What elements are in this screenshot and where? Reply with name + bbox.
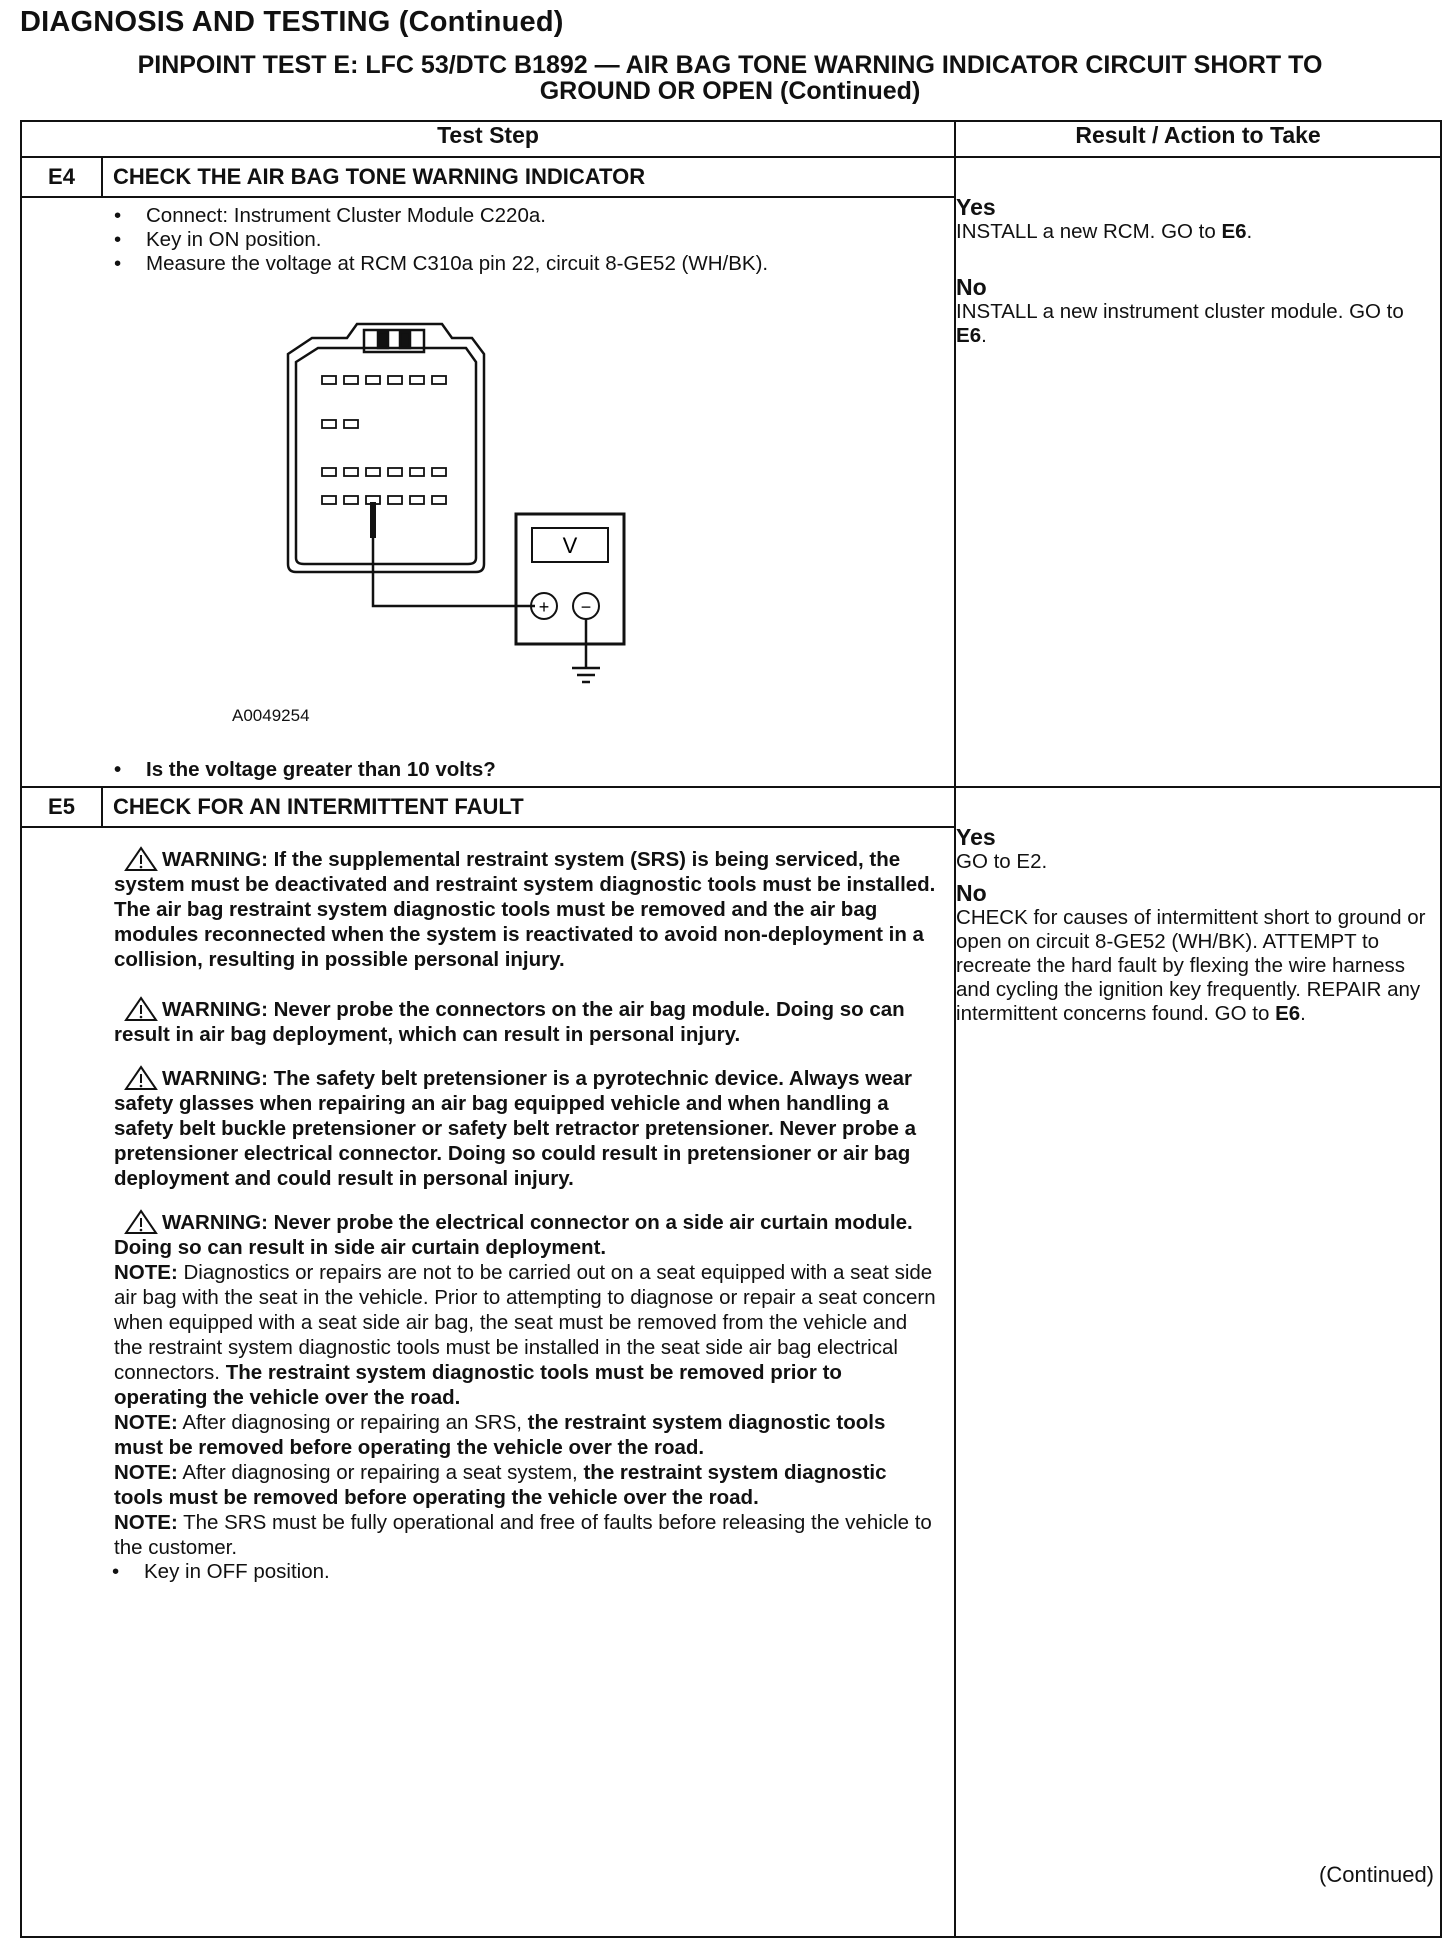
col-header-result: Result / Action to Take: [955, 121, 1441, 157]
diagram-svg: [202, 276, 802, 696]
continued-label: (Continued): [1319, 1862, 1434, 1887]
connector-pins: [322, 376, 446, 504]
note-srs-operational: NOTE: The SRS must be fully operational and free of faults before releasing the vehicle to the customer.: [114, 1511, 932, 1559]
pinpoint-test-title: [20, 52, 1440, 104]
e4-bullet-list: [102, 204, 946, 276]
note-after-seat-repair: NOTE: After diagnosing or repairing a seat system, the restraint system diagnostic tools must be removed before operating the vehicle over the road.: [114, 1461, 887, 1509]
test-step-table: [20, 120, 1442, 1938]
result-cell-e4: [955, 157, 1441, 787]
e4-bullet-2: • Key in ON position.: [132, 228, 946, 252]
subtitle-line-2: GROUND OR OPEN (Continued): [539, 77, 921, 105]
warning-pretensioner: WARNING: The safety belt pretensioner is a pyrotechnic device. Always wear safety glasses when repairing an air bag equipped vehicle and when handling a safety belt buckle pretensioner or safety belt retractor pretensioner. Never probe a pretensioner electrical connector. Doing so could result in pretensioner or air bag deployment and could result in personal injury.: [114, 1067, 917, 1190]
e4-question-list: [102, 758, 946, 782]
connector-c310a: [288, 324, 484, 572]
voltmeter: [516, 514, 624, 644]
e4-question: • Is the voltage greater than 10 volts?: [132, 758, 946, 782]
voltmeter-plus-terminal: +: [538, 597, 550, 617]
warning-probe-airbag-connector: WARNING: Never probe the connectors on the air bag module. Doing so can result in air bag deployment, which can result in personal injury.: [114, 998, 905, 1046]
warning-triangle-icon: [124, 1209, 158, 1235]
note-seat-side-air-bag: NOTE: Diagnostics or repairs are not to be carried out on a seat equipped with a seat side air bag with the seat in the vehicle. Prior to attempting to diagnose or repair a seat concern when equipped with a seat side air bag, the seat must be removed from the vehicle and the restraint system diagnostic tools must be installed in the seat side air bag electrical connectors. The restraint system diagnostic tools must be removed prior to operating the vehicle over the road.: [114, 1261, 936, 1409]
e5-yes-label: Yes: [956, 824, 996, 850]
step-e4-content: [21, 197, 955, 787]
table-header-row: [21, 121, 1441, 157]
e4-no-label: No: [956, 274, 987, 300]
test-lead: [373, 502, 535, 606]
step-title-e4: CHECK THE AIR BAG TONE WARNING INDICATOR: [102, 157, 955, 197]
step-e5-content: [21, 827, 955, 1937]
subtitle-line-1: PINPOINT TEST E: LFC 53/DTC B1892 — AIR BAG TONE WARNING INDICATOR CIRCUIT SHORT TO: [137, 51, 1323, 79]
voltmeter-minus-terminal: −: [580, 597, 592, 617]
connector-voltmeter-diagram: [102, 276, 946, 736]
step-e4-header-row: [21, 157, 1441, 197]
figure-id: A0049254: [232, 706, 310, 725]
warning-side-air-curtain: WARNING: Never probe the electrical connector on a side air curtain module. Doing so can result in side air curtain deployment.: [114, 1211, 913, 1259]
e4-bullet-3: • Measure the voltage at RCM C310a pin 22, circuit 8-GE52 (WH/BK).: [132, 252, 946, 276]
voltmeter-display-label: V: [562, 533, 578, 558]
e5-yes-action: GO to E2.: [956, 850, 1048, 873]
step-e5-header-row: [21, 787, 1441, 827]
e5-bullet-list: [114, 1560, 938, 1584]
result-cell-e5: [955, 787, 1441, 1937]
warning-triangle-icon: [124, 996, 158, 1022]
warning-triangle-icon: [124, 1065, 158, 1091]
e5-no-action: CHECK for causes of intermittent short to ground or open on circuit 8-GE52 (WH/BK). ATTEMPT to recreate the hard fault by flexing the wire harness and cycling the ignition key frequently. REPAIR any intermittent concerns found. GO to E6.: [956, 906, 1426, 1025]
e5-bullet-key-off: • Key in OFF position.: [130, 1560, 938, 1584]
e4-bullet-1: • Connect: Instrument Cluster Module C220a.: [132, 204, 946, 228]
e4-no-action: INSTALL a new instrument cluster module. GO to E6.: [956, 300, 1404, 347]
step-title-e5: CHECK FOR AN INTERMITTENT FAULT: [102, 787, 955, 827]
step-id-e4: E4: [21, 157, 102, 197]
col-header-test-step: Test Step: [21, 121, 955, 157]
warning-triangle-icon: [124, 846, 158, 872]
step-id-e5: E5: [21, 787, 102, 827]
e5-no-label: No: [956, 880, 987, 906]
e4-yes-action: INSTALL a new RCM. GO to E6.: [956, 220, 1253, 243]
e4-yes-label: Yes: [956, 194, 996, 220]
ground-symbol: [572, 619, 600, 682]
note-after-srs-repair: NOTE: After diagnosing or repairing an SRS, the restraint system diagnostic tools must be removed before operating the vehicle over the road.: [114, 1411, 886, 1459]
page-title: DIAGNOSIS AND TESTING (Continued): [20, 6, 564, 38]
warning-srs-service: WARNING: If the supplemental restraint system (SRS) is being serviced, the system must be deactivated and restraint system diagnostic tools must be installed. The air bag restraint system diagnostic tools must be removed and the air bag modules reconnected when the system is reactivated to avoid non-deployment in a collision, resulting in possible personal injury.: [114, 848, 936, 971]
